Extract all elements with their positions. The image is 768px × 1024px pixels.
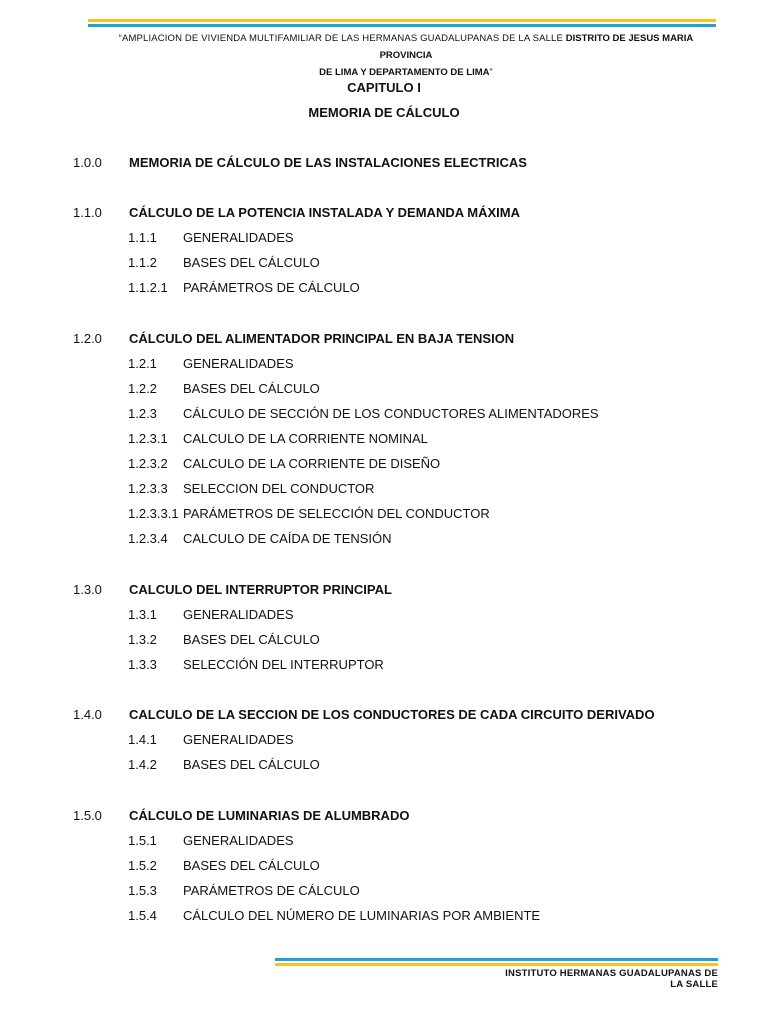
toc-number: 1.5.2 xyxy=(128,858,157,873)
toc-number: 1.3.3 xyxy=(128,657,157,672)
toc-number: 1.2.0 xyxy=(73,331,102,346)
toc-title: CALCULO DE LA SECCION DE LOS CONDUCTORES DE CADA CIRCUITO DERIVADO xyxy=(129,707,655,722)
toc-number: 1.3.2 xyxy=(128,632,157,647)
toc-number: 1.1.2.1 xyxy=(128,280,168,295)
toc-title: PARÁMETROS DE CÁLCULO xyxy=(183,883,360,898)
toc-number: 1.0.0 xyxy=(73,155,102,170)
chapter-title: MEMORIA DE CÁLCULO xyxy=(308,105,460,120)
toc-number: 1.4.0 xyxy=(73,707,102,722)
toc-number: 1.2.3.3.1 xyxy=(128,506,179,521)
footer-rule-blue xyxy=(275,958,718,961)
toc-number: 1.2.3.2 xyxy=(128,456,168,471)
document-header xyxy=(96,30,716,81)
toc-title: PARÁMETROS DE SELECCIÓN DEL CONDUCTOR xyxy=(183,506,490,521)
header-rule-yellow xyxy=(88,19,716,22)
toc-title: GENERALIDADES xyxy=(183,356,294,371)
toc-number: 1.3.1 xyxy=(128,607,157,622)
toc-title: BASES DEL CÁLCULO xyxy=(183,255,320,270)
toc-title: GENERALIDADES xyxy=(183,732,294,747)
toc-title: SELECCION DEL CONDUCTOR xyxy=(183,481,375,496)
toc-title: SELECCIÓN DEL INTERRUPTOR xyxy=(183,657,384,672)
toc-number: 1.3.0 xyxy=(73,582,102,597)
toc-title: GENERALIDADES xyxy=(183,607,294,622)
footer-rule-yellow xyxy=(275,963,718,966)
footer-institution: INSTITUTO HERMANAS GUADALUPANAS DE LA SALLE xyxy=(505,968,718,990)
toc-title: GENERALIDADES xyxy=(183,833,294,848)
header-rule-blue xyxy=(88,24,716,27)
toc-number: 1.2.3 xyxy=(128,406,157,421)
header-title-bold: DISTRITO DE JESUS MARIA PROVINCIA xyxy=(379,33,694,61)
toc-number: 1.1.2 xyxy=(128,255,157,270)
header-title-light: “AMPLIACION DE VIVIENDA MULTIFAMILIAR DE LAS HERMANAS GUADALUPANAS DE LA SALLE xyxy=(118,33,563,44)
toc-number: 1.2.2 xyxy=(128,381,157,396)
toc-title: CALCULO DE LA CORRIENTE NOMINAL xyxy=(183,431,428,446)
toc-title: CALCULO DE LA CORRIENTE DE DISEÑO xyxy=(183,456,441,471)
toc-title: CÁLCULO DE SECCIÓN DE LOS CONDUCTORES ALIMENTADORES xyxy=(183,406,599,421)
toc-number: 1.1.1 xyxy=(128,230,157,245)
toc-title: CÁLCULO DEL NÚMERO DE LUMINARIAS POR AMBIENTE xyxy=(183,908,541,923)
toc-title: BASES DEL CÁLCULO xyxy=(183,757,320,772)
toc-title: BASES DEL CÁLCULO xyxy=(183,381,320,396)
toc-number: 1.4.1 xyxy=(128,732,157,747)
toc-number: 1.5.4 xyxy=(128,908,157,923)
header-quote-close: ” xyxy=(489,67,493,78)
toc-number: 1.5.3 xyxy=(128,883,157,898)
toc-title: PARÁMETROS DE CÁLCULO xyxy=(183,280,360,295)
toc-number: 1.2.3.1 xyxy=(128,431,168,446)
header-location: DE LIMA Y DEPARTAMENTO DE LIMA xyxy=(319,67,490,78)
toc-number: 1.5.1 xyxy=(128,833,157,848)
toc-title: CÁLCULO DE LUMINARIAS DE ALUMBRADO xyxy=(129,808,410,823)
toc-title: CÁLCULO DEL ALIMENTADOR PRINCIPAL EN BAJA TENSION xyxy=(129,331,515,346)
toc-title: CÁLCULO DE LA POTENCIA INSTALADA Y DEMANDA MÁXIMA xyxy=(129,205,520,220)
toc-number: 1.4.2 xyxy=(128,757,157,772)
toc-number: 1.5.0 xyxy=(73,808,102,823)
toc-title: MEMORIA DE CÁLCULO DE LAS INSTALACIONES ELECTRICAS xyxy=(129,155,527,170)
toc-title: BASES DEL CÁLCULO xyxy=(183,858,320,873)
toc-number: 1.2.3.4 xyxy=(128,531,168,546)
toc-number: 1.1.0 xyxy=(73,205,102,220)
toc-number: 1.2.1 xyxy=(128,356,157,371)
toc-number: 1.2.3.3 xyxy=(128,481,168,496)
toc-title: BASES DEL CÁLCULO xyxy=(183,632,320,647)
chapter-number: CAPITULO I xyxy=(347,80,421,95)
toc-title: GENERALIDADES xyxy=(183,230,294,245)
toc-title: CALCULO DE CAÍDA DE TENSIÓN xyxy=(183,531,392,546)
toc-title: CALCULO DEL INTERRUPTOR PRINCIPAL xyxy=(129,582,392,597)
